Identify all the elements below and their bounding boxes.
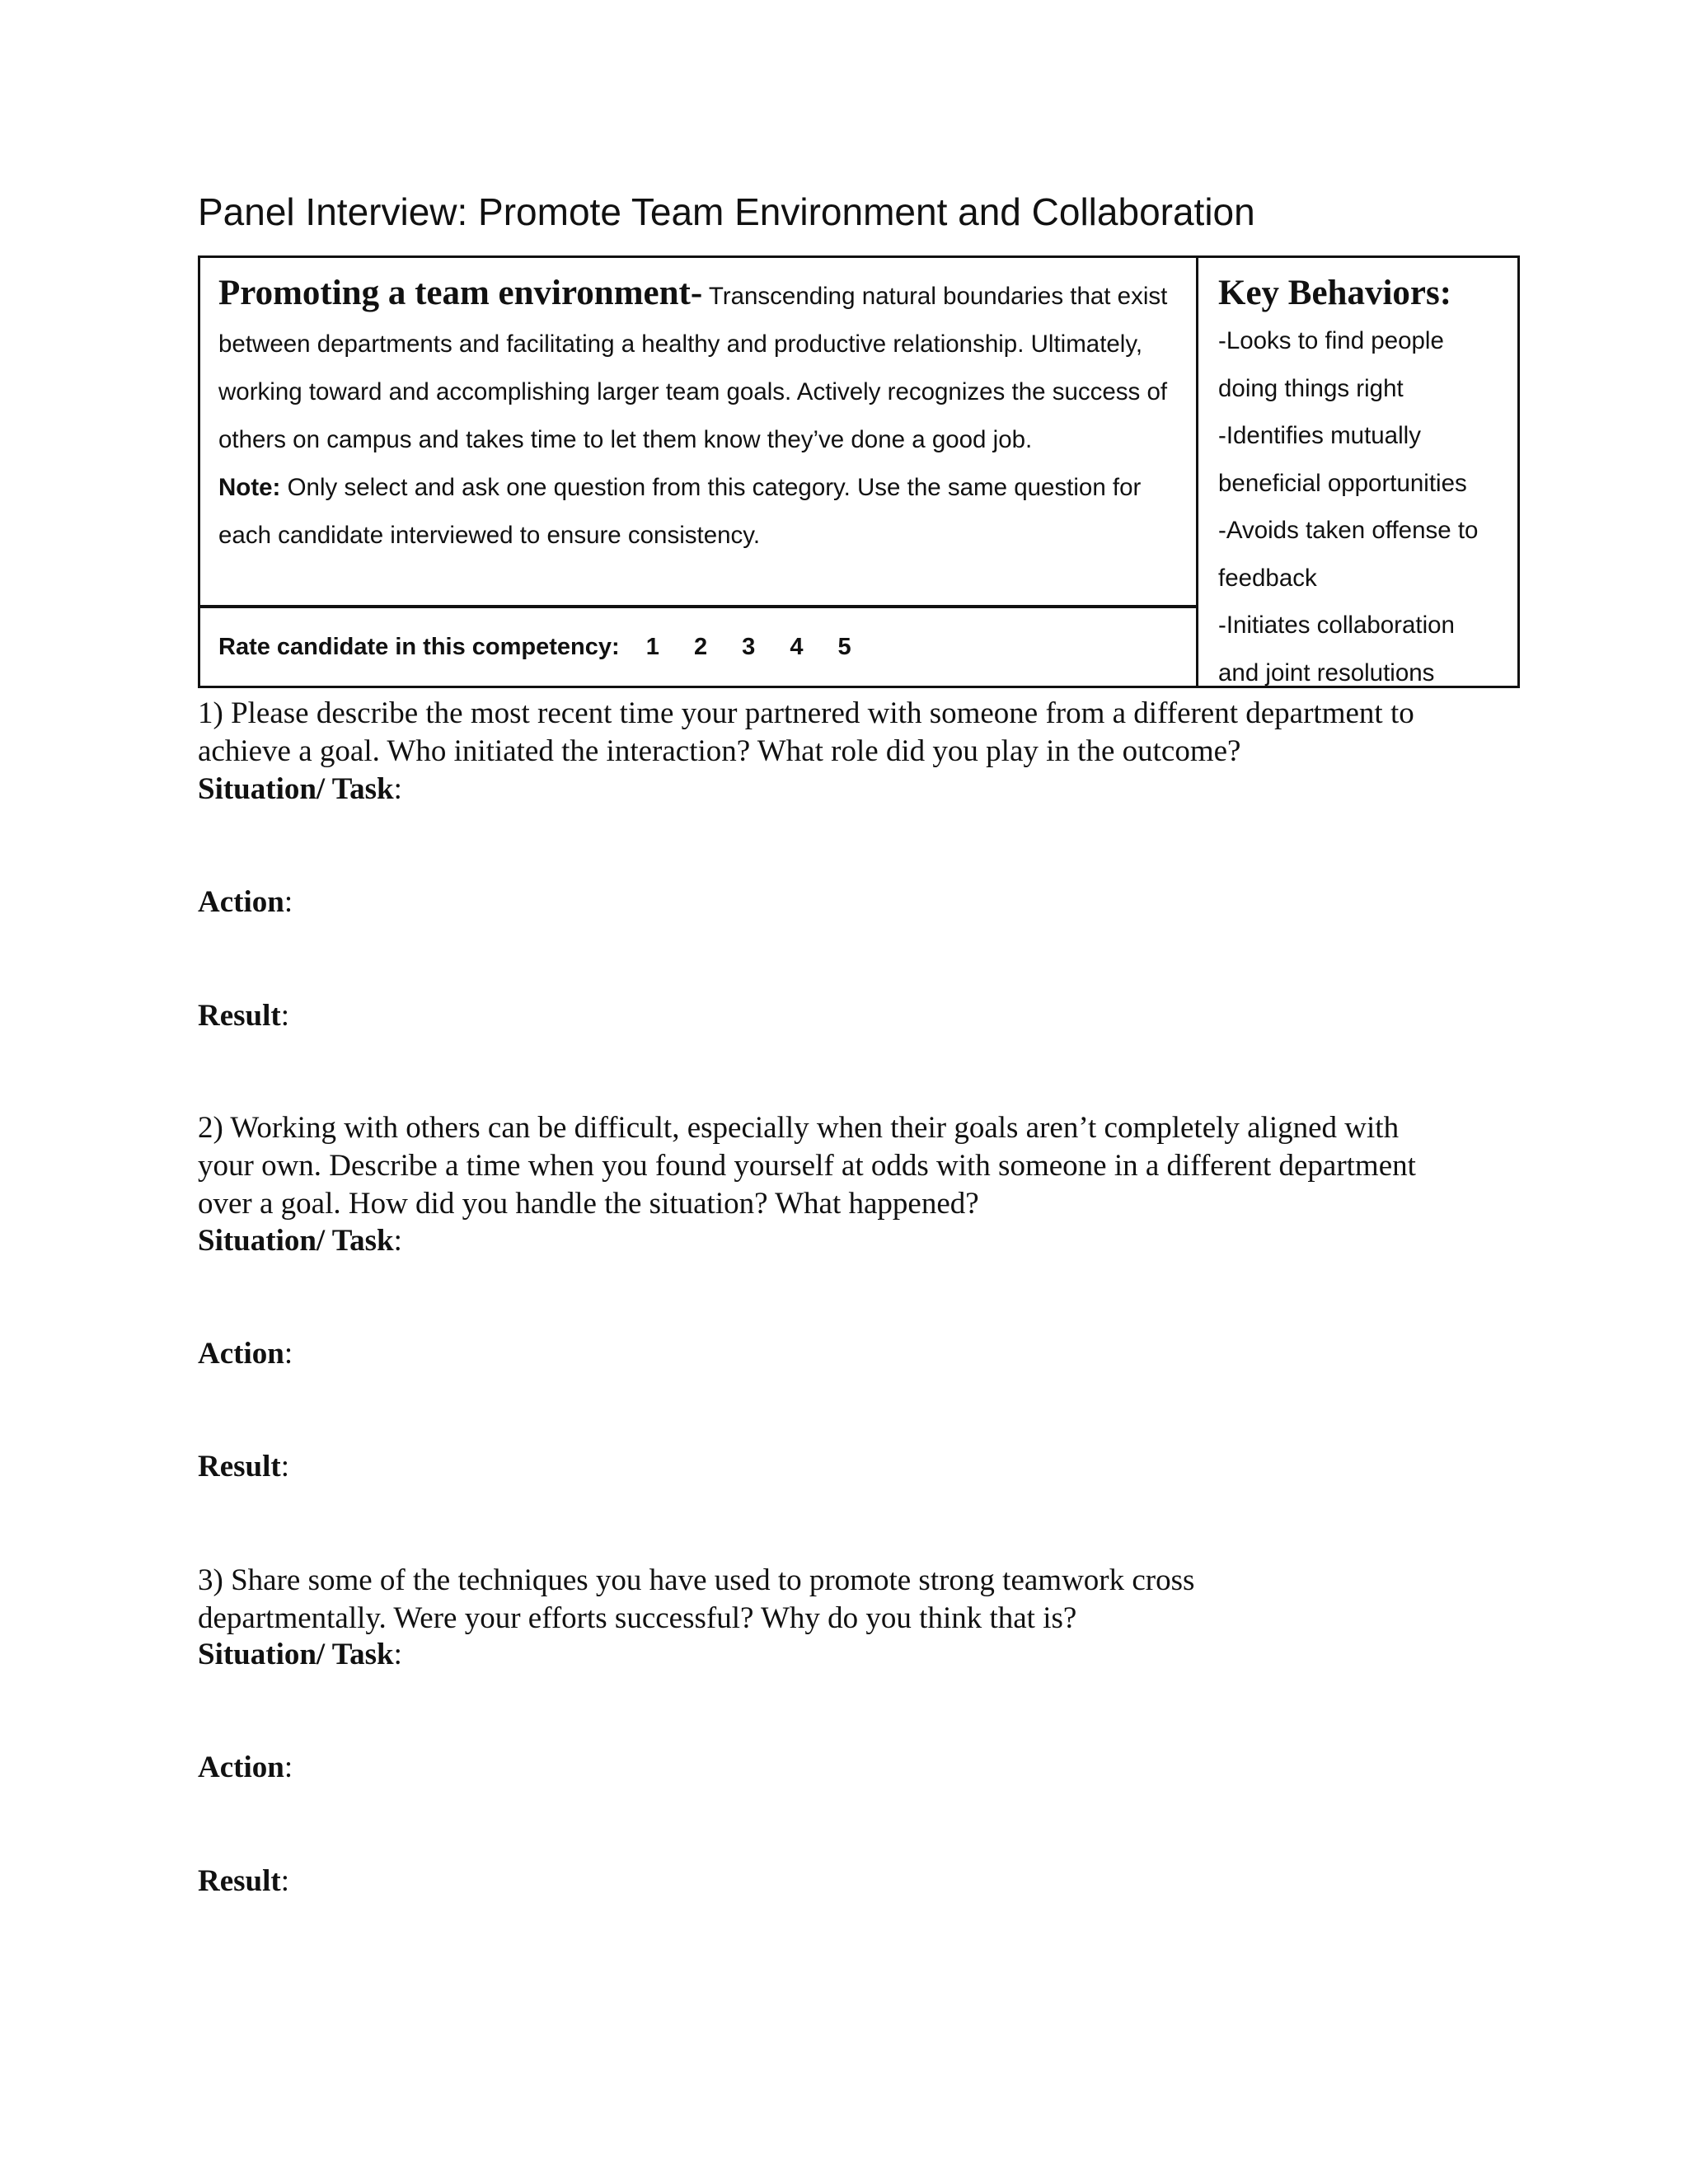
question-1: 1) Please describe the most recent time your partnered with someone from a different department to achieve a goal. Who initiated the interaction? What role did you play in the outcome? bbox=[198, 696, 1414, 768]
page-title: Panel Interview: Promote Team Environment and Collaboration bbox=[198, 190, 1255, 233]
action-label-3: Action: bbox=[198, 1750, 293, 1784]
rating-option-5[interactable]: 5 bbox=[837, 634, 851, 660]
competency-table bbox=[198, 255, 1520, 688]
key-behavior-item: -Avoids taken offense to feedback bbox=[1218, 517, 1479, 592]
note-text: Only select and ask one question from this category. Use the same question for each candidate interviewed to ensure consistency. bbox=[218, 474, 1142, 549]
definition-text: Transcending natural boundaries that exist between departments and facilitating a healthy and productive relationship. Ultimately, working toward and accomplishing larger team goals. Actively recognizes the success of others on campus and takes time to let them know they’ve done a good job. bbox=[218, 283, 1168, 453]
rating-label: Rate candidate in this competency: bbox=[218, 634, 620, 660]
key-behavior-item: -Identifies mutually beneficial opportunities bbox=[1218, 422, 1467, 497]
key-behavior-item: -Looks to find people doing things right bbox=[1218, 327, 1444, 402]
rating-option-2[interactable]: 2 bbox=[693, 634, 708, 660]
rating-option-3[interactable]: 3 bbox=[742, 634, 756, 660]
situation-label-2: Situation/ Task: bbox=[198, 1224, 402, 1258]
definition-paragraph bbox=[218, 269, 1178, 464]
result-label-1: Result: bbox=[198, 999, 290, 1033]
rating-cell bbox=[200, 608, 1198, 686]
rating-option-1[interactable]: 1 bbox=[645, 634, 659, 660]
action-label-2: Action: bbox=[198, 1337, 293, 1371]
key-behaviors-heading: Key Behaviors: bbox=[1218, 274, 1452, 312]
rating-option-4[interactable]: 4 bbox=[790, 634, 804, 660]
definition-heading: Promoting a team environment- bbox=[218, 274, 703, 312]
question-3: 3) Share some of the techniques you have used to promote strong teamwork cross departmentally. Were your efforts successful? Why do you think that is? bbox=[198, 1563, 1195, 1635]
action-label-1: Action: bbox=[198, 885, 293, 919]
question-2: 2) Working with others can be difficult, especially when their goals aren’t completely aligned with your own. Describe a time when you found yourself at odds with someone in a different department over a goal. How did you handle the situation? What happened? bbox=[198, 1111, 1416, 1221]
key-behaviors-cell bbox=[1198, 258, 1517, 686]
rating-options bbox=[646, 608, 879, 686]
situation-label-1: Situation/ Task: bbox=[198, 772, 402, 806]
note-label: Note: bbox=[218, 474, 281, 501]
definition-cell bbox=[200, 258, 1198, 608]
result-label-3: Result: bbox=[198, 1864, 290, 1898]
situation-label-3: Situation/ Task: bbox=[198, 1638, 402, 1671]
key-behaviors-list bbox=[1218, 317, 1501, 696]
note-paragraph bbox=[218, 464, 1178, 560]
result-label-2: Result: bbox=[198, 1450, 290, 1483]
key-behavior-item: -Initiates collaboration and joint resolutions bbox=[1218, 612, 1455, 687]
